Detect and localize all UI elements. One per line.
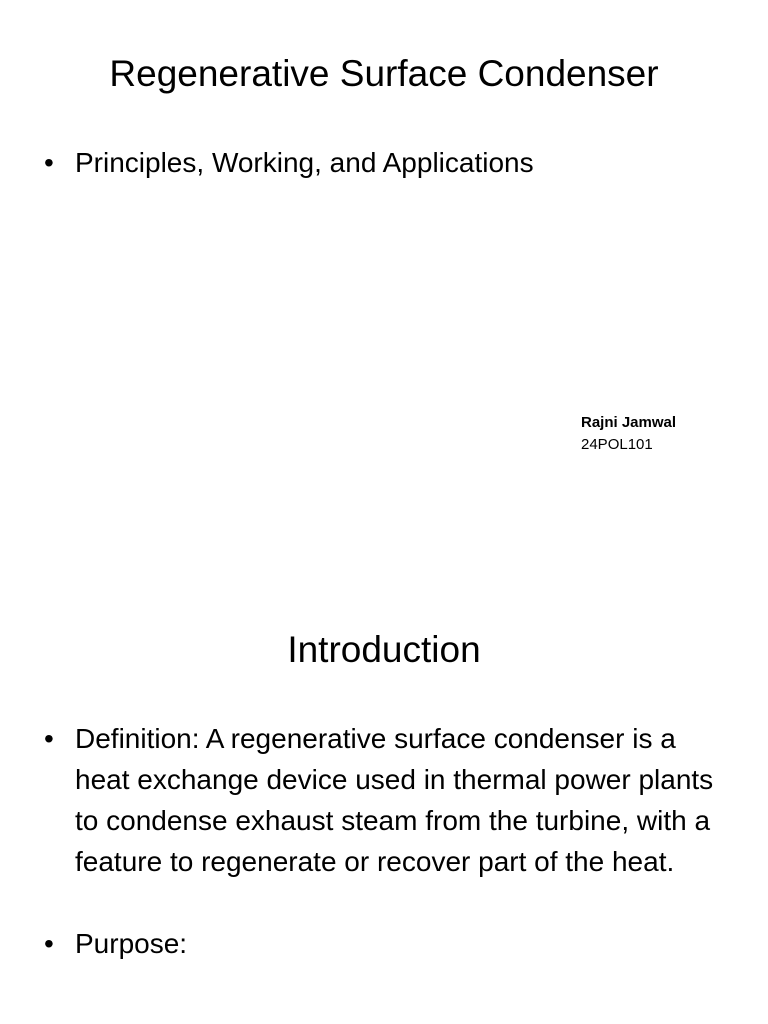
bullet-text: Definition: A regenerative surface condenser is a heat exchange device used in thermal power plants to condense exhaust steam from the turbine, with a feature to regenerate or recover part of the heat. — [75, 723, 714, 877]
bullet-icon: • — [44, 147, 54, 178]
bullet-icon: • — [44, 723, 54, 754]
author-block — [581, 412, 676, 456]
author-name: Rajni Jamwal — [581, 414, 677, 431]
bullet-icon: • — [44, 928, 54, 959]
bullet-list — [44, 718, 734, 964]
bullet-text: Purpose: — [75, 928, 188, 959]
bullet-item — [44, 923, 734, 964]
slide-title: Regenerative Surface Condenser — [109, 53, 659, 94]
bullet-text: Principles, Working, and Applications — [75, 147, 534, 178]
bullet-item — [44, 142, 734, 183]
slide-introduction — [0, 576, 768, 1024]
author-id: 24POL101 — [581, 436, 653, 453]
bullet-list — [44, 142, 734, 183]
bullet-item — [44, 718, 734, 882]
slide-title: Introduction — [287, 629, 481, 670]
